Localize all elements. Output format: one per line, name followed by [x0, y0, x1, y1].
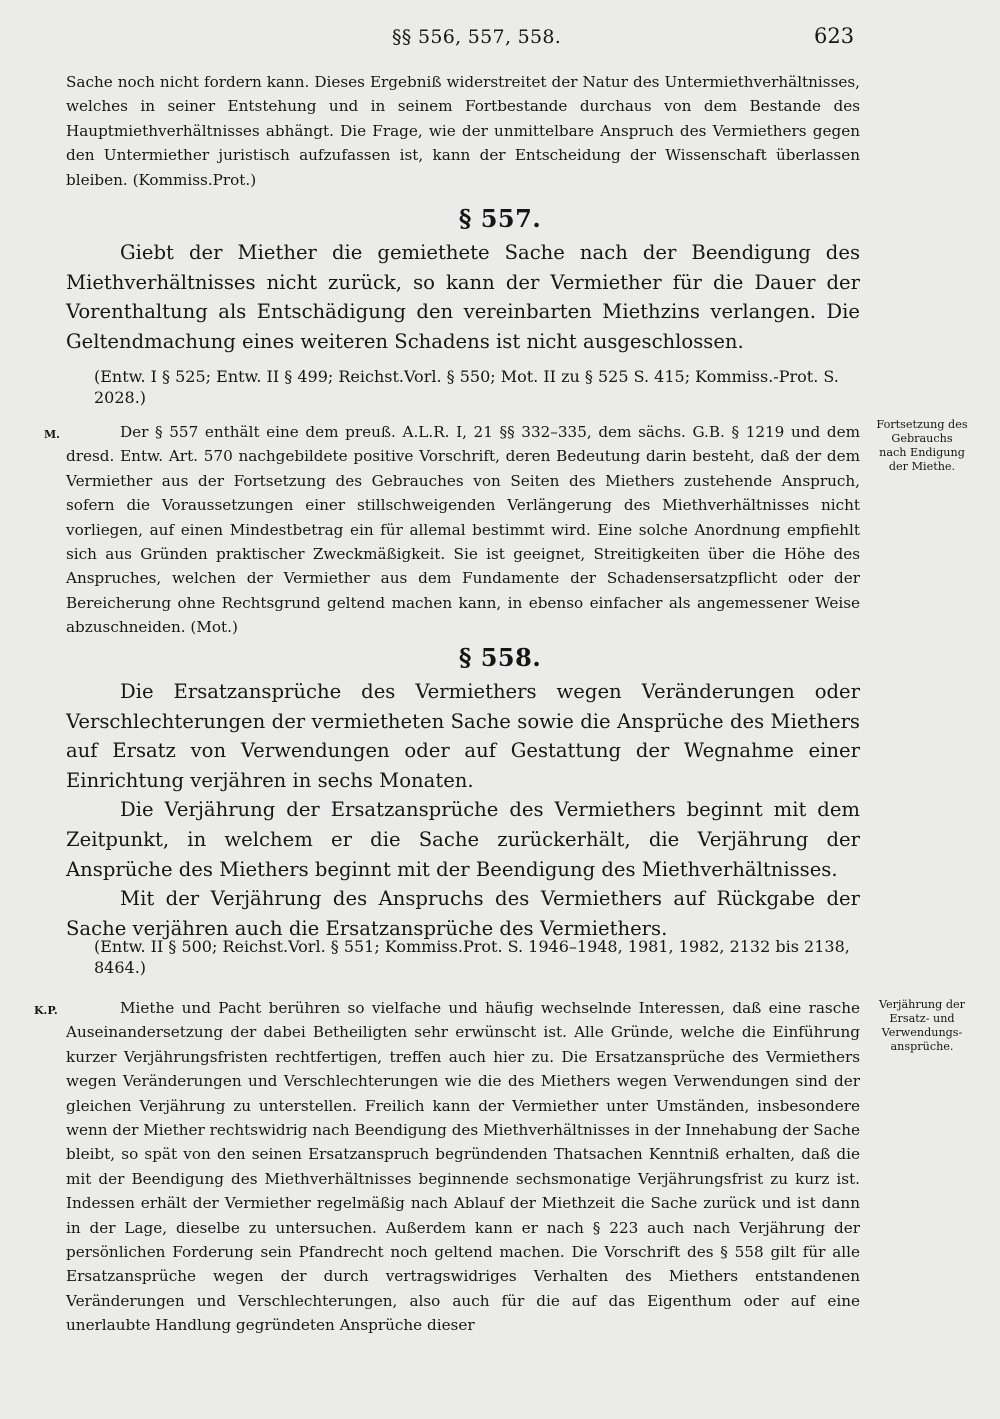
intro-paragraph: Sache noch nicht fordern kann. Dieses Ergebniß widerstreitet der Natur des Untermiethverhältnisses, welches in seiner Entstehung und in seinem Fortbestande durchaus von dem Bestande des Hauptmiethverhältnisses abhängt. Die Frage, wie der unmittelbare Anspruch des Vermiethers gegen den Untermiether juristisch aufzufassen ist, kann der Entscheidung der Wissenschaft überlassen bleiben. (Kommiss.Prot.) [66, 73, 860, 189]
section-557-references: (Entw. I § 525; Entw. II § 499; Reichst.Vorl. § 550; Mot. II zu § 525 S. 415; Kommiss.-Prot. S. 2028.) [94, 367, 839, 407]
running-head-title: §§ 556, 557, 558. [392, 26, 562, 48]
side-note-line: Ersatz- und [889, 1012, 955, 1025]
section-558-heading: § 558. [458, 643, 542, 672]
section-557-commentary: Der § 557 enthält eine dem preuß. A.L.R. I, 21 §§ 332–335, dem sächs. G.B. § 1219 und dem dresd. Entw. Art. 570 nachgebildete positive Vorschrift, deren Bedeutung darin besteht, daß der dem Vermiether aus der Fortsetzung des Gebrauches von Seiten des Miethers zustehende Anspruch, sofern die Voraussetzungen einer stillschweigenden Verlängerung des Miethverhältnisses nicht vorliegen, auf einen Mindestbetrag ein für allemal bestimmt wird. Eine solche Anordnung empfiehlt sich aus Gründen praktischer Zweckmäßigkeit. Sie ist geeignet, Streitigkeiten über die Höhe des Anspruches, welchen der Vermiether aus dem Fundamente der Schadensersatzpflicht oder der Bereicherung ohne Rechtsgrund geltend machen kann, in ebenso einfacher als angemessener Weise abzuschneiden. (Mot.) [66, 423, 860, 637]
section-558-law-paragraph: Die Ersatzansprüche des Vermiethers wegen Veränderungen oder Verschlechterungen der vermietheten Sache sowie die Ansprüche des Miethers auf Ersatz von Verwendungen oder auf Gestattung der Wegnahme einer Einrichtung verjähren in sechs Monaten. [66, 680, 860, 792]
section-557-side-note [862, 418, 982, 474]
side-note-line: Verjährung der [879, 998, 965, 1011]
section-558-references: (Entw. II § 500; Reichst.Vorl. § 551; Kommiss.Prot. S. 1946–1948, 1981, 1982, 2132 bis 2138, 8464.) [94, 937, 850, 977]
section-558-side-note [862, 998, 982, 1054]
side-note-line: Gebrauchs [891, 432, 953, 445]
section-557-marker: M. [44, 428, 61, 441]
section-557-heading: § 557. [458, 204, 542, 233]
section-558-law-paragraph: Die Verjährung der Ersatzansprüche des Vermiethers beginnt mit dem Zeitpunkt, in welchem er die Sache zurückerhält, die Verjährung der Ansprüche des Miethers beginnt mit der Beendigung des Miethverhältnisses. [66, 798, 860, 881]
side-note-line: Fortsetzung des [876, 418, 968, 431]
page-number: 623 [814, 24, 855, 48]
side-note-line: Verwendungs- [881, 1026, 963, 1039]
section-558-law [66, 677, 860, 943]
running-head [0, 22, 1000, 56]
side-note-line: ansprüche. [890, 1040, 954, 1053]
section-558-commentary: Miethe und Pacht berühren so vielfache und häufig wechselnde Interessen, daß eine rasche Auseinandersetzung der dabei Betheiligten sehr erwünscht ist. Alle Gründe, welche die Einführung kurzer Verjährungsfristen rechtfertigen, treffen auch hier zu. Die Ersatzansprüche des Vermiethers wegen Veränderungen und Verschlechterungen wie die des Miethers wegen Verwendungen sind der gleichen Verjährung zu unterstellen. Freilich kann der Vermiether unter Umständen, insbesondere wenn der Miether rechtswidrig nach Beendigung des Miethverhältnisses in der Innehabung der Sache bleibt, so spät von den seinen Ersatzanspruch begründenden Thatsachen Kenntniß erhalten, daß die mit der Beendigung des Miethverhältnisses beginnende sechsmonatige Verjährungsfrist zu kurz ist. Indessen erhält der Vermiether regelmäßig nach Ablauf der Miethzeit die Sache zurück und ist dann in der Lage, dieselbe zu untersuchen. Außerdem kann er nach § 223 auch nach Verjährung der persönlichen Forderung sein Pfandrecht noch geltend machen. Die Vorschrift des § 558 gilt für alle Ersatzansprüche wegen der durch vertragswidriges Verhalten des Miethers entstandenen Veränderungen und Verschlechterungen, also auch für die auf das Eigenthum oder auf eine unerlaubte Handlung gegründeten Ansprüche dieser [66, 999, 860, 1335]
section-558-marker: K.P. [34, 1004, 58, 1017]
side-note-line: der Miethe. [888, 460, 956, 473]
section-557-law-text: Giebt der Miether die gemiethete Sache nach der Beendigung des Miethverhältnisses nicht zurück, so kann der Vermiether für die Dauer der Vorenthaltung als Entschädigung den vereinbarten Miethzins verlangen. Die Geltendmachung eines weiteren Schadens ist nicht ausgeschlossen. [66, 241, 860, 353]
section-558-law-paragraph: Mit der Verjährung des Anspruchs des Vermiethers auf Rückgabe der Sache verjähren auch die Ersatzansprüche des Vermiethers. [66, 887, 860, 940]
side-note-line: nach Endigung [879, 446, 965, 459]
